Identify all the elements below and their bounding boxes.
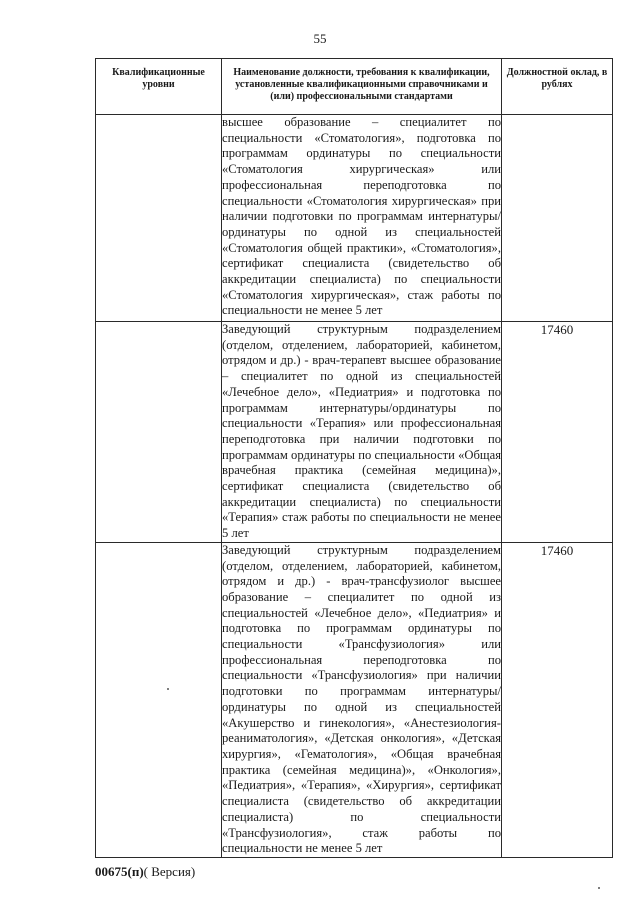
level-cell: [96, 115, 222, 322]
header-position: [222, 59, 502, 115]
salary-cell: [502, 115, 613, 322]
document-version-label: ( Версия): [143, 864, 196, 879]
page-number: 55: [313, 31, 327, 46]
table-row: [96, 322, 613, 543]
qualification-table: [95, 58, 613, 858]
description-cell: Заведующий структурным подразделением (отделом, отделением, лабораторией, кабинетом, отрядом и др.) - врач-терапевт высшее образование – специалитет по одной из специальностей «Лечебное дело», «Педиатрия» и подготовка по программам интернатуры/ординатуры по специальности «Терапия» или профессиональная переподготовка при наличии подготовки по программам ординатуры по специальности «Общая врачебная практика (семейная медицина)», сертификат специалиста (свидетельство об аккредитации специалиста) по специальности «Терапия» стаж работы по специальности не менее 5 лет: [222, 322, 502, 543]
header-salary: [502, 59, 613, 115]
header-levels: [96, 59, 222, 115]
scan-speck: [167, 688, 169, 690]
level-cell: [96, 542, 222, 857]
table-row: [96, 542, 613, 857]
level-cell: [96, 322, 222, 543]
table-header-row: [96, 59, 613, 115]
table-row: [96, 115, 613, 322]
header-position-label: Наименование должности, требования к квалификации, установленные квалификационными справочниками и (или) профессиональными стандартами: [233, 67, 490, 102]
document-code-number: 00675(п): [95, 864, 144, 879]
header-salary-label: Должностной оклад, в рублях: [506, 67, 608, 90]
description-cell: высшее образование – специалитет по специальности «Стоматология», подготовка по программам ординатуры по специальности «Стоматология хирургическая» или профессиональная переподготовка по специальности «Стоматология хирургическая» при наличии подготовки по программам интернатуры/ординатуры по одной из специальностей «Стоматология общей практики», «Стоматология», сертификат специалиста (свидетельство об аккредитации специалиста) по специальности «Стоматология хирургическая», стаж работы по специальности не менее 5 лет: [222, 115, 502, 322]
salary-cell: 17460: [502, 542, 613, 857]
document-code: [95, 864, 195, 880]
salary-cell: 17460: [502, 322, 613, 543]
header-levels-label: Квалификационные уровни: [112, 67, 205, 90]
scan-speck: [598, 887, 600, 889]
description-cell: Заведующий структурным подразделением (отделом, отделением, лабораторией, кабинетом, отрядом и др.) - врач-трансфузиолог высшее образование – специалитет по одной из специальностей «Лечебное дело», «Педиатрия» и подготовка по программам ординатуры по специальности «Трансфузиология» или профессиональная переподготовка по специальности «Трансфузиология» при наличии подготовки по программам интернатуры/ординатуры по одной из специальностей «Акушерство и гинекология», «Анестезиология-реаниматология», «Детская онкология», «Детская хирургия», «Гематология», «Общая врачебная практика (семейная медицина)», «Онкология», «Педиатрия», «Терапия», «Хирургия», сертификат специалиста (свидетельство об аккредитации специалиста) по специальности «Трансфузиология», стаж работы по специальности не менее 5 лет: [222, 542, 502, 857]
